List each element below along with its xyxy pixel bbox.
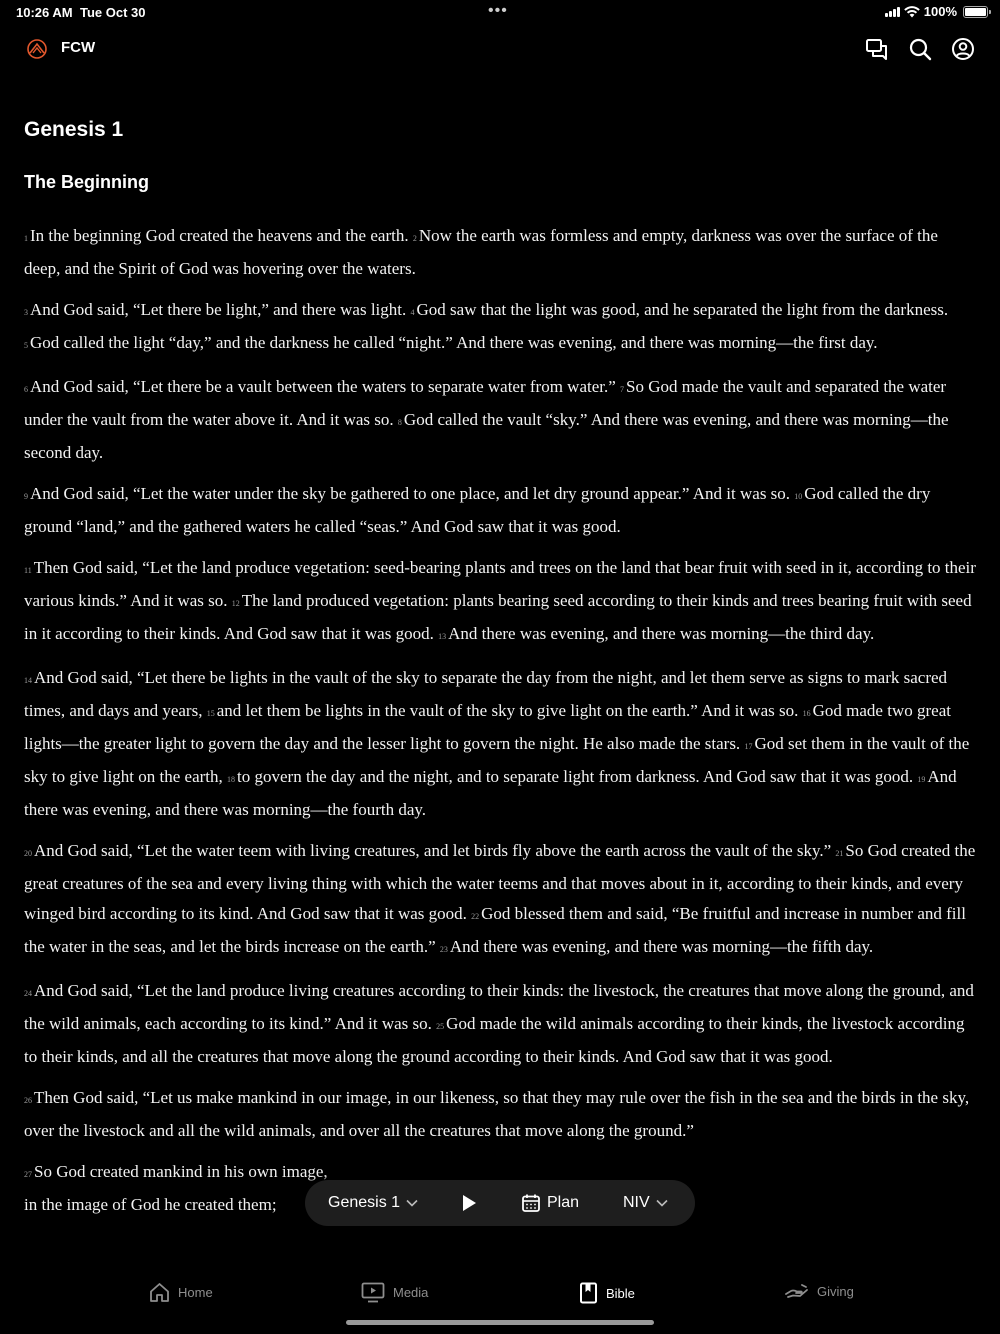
verse-text[interactable]: And God said, “Let there be light,” and there was light.	[30, 300, 407, 319]
verse-text[interactable]: And God said, “Let there be lights in the vault of the sky to separate the day from the night, and let them serve as signs to mark sacred times, and days and years,	[24, 668, 948, 720]
verse-number[interactable]: 21	[835, 849, 844, 858]
verse-number[interactable]: 24	[24, 989, 32, 998]
verse-text[interactable]: God set them in the vault of the sky to give light on the earth,	[24, 734, 970, 786]
verse-text[interactable]: God called the vault “sky.” And there was evening, and there was morning—the second day.	[24, 410, 949, 462]
verse-number[interactable]: 18	[227, 775, 236, 784]
verse-text[interactable]: God called the light “day,” and the darkness he called “night.” And there was evening, and there was morning—the first day.	[30, 333, 878, 352]
verse-number[interactable]: 1	[24, 234, 28, 243]
verse-text[interactable]: in the image of God he created them;	[24, 1195, 277, 1214]
verse-number[interactable]: 14	[24, 676, 32, 685]
multitasking-dots[interactable]: •••	[488, 2, 508, 19]
verse-number[interactable]: 23	[439, 945, 448, 954]
tab-giving-label: Giving	[817, 1283, 854, 1299]
verse-number[interactable]: 12	[231, 599, 240, 608]
tab-bible-label: Bible	[606, 1285, 635, 1301]
verse-number[interactable]: 10	[794, 492, 803, 501]
verse-number[interactable]: 16	[802, 709, 811, 718]
user-circle-icon	[951, 37, 975, 61]
verse-text[interactable]: Now the earth was formless and empty, darkness was over the surface of the deep, and the Spirit of God was hovering over the waters.	[24, 226, 938, 278]
scripture-paragraph	[24, 663, 976, 825]
verse-text[interactable]: In the beginning God created the heavens and the earth.	[30, 226, 409, 245]
verse-text[interactable]: And God said, “Let the water under the sky be gathered to one place, and let dry ground appear.” And it was so.	[30, 484, 791, 503]
chat-button[interactable]	[864, 36, 890, 62]
verse-number[interactable]: 6	[24, 385, 28, 394]
tab-media-label: Media	[393, 1285, 429, 1300]
verse-number[interactable]: 22	[471, 912, 480, 921]
scripture-paragraph	[24, 479, 976, 542]
scripture-paragraph	[24, 295, 976, 361]
tab-giving[interactable]	[785, 1282, 854, 1300]
chapter-title: Genesis 1	[24, 118, 124, 141]
verse-text[interactable]: The land produced vegetation: plants bearing seed according to their kinds and trees bearing fruit with seed in it according to their kinds. And God saw that it was good.	[24, 591, 972, 643]
app-header	[0, 28, 1000, 68]
verse-text[interactable]: God called the dry ground “land,” and the gathered waters he called “seas.” And God saw that it was good.	[24, 484, 931, 536]
chapter-selector[interactable]	[328, 1180, 418, 1226]
chevron-down-icon	[656, 1199, 668, 1207]
verse-number[interactable]: 20	[24, 849, 32, 858]
verse-number[interactable]: 8	[397, 418, 402, 427]
status-date: Tue Oct 30	[80, 5, 146, 20]
verse-text[interactable]: God saw that the light was good, and he separated the light from the darkness.	[416, 300, 949, 319]
home-icon	[149, 1282, 170, 1303]
home-indicator[interactable]	[346, 1320, 654, 1325]
verse-text[interactable]: So God made the vault and separated the water under the vault from the water above it. And it was so.	[24, 377, 947, 429]
tab-bar	[0, 1272, 1000, 1322]
chat-bubbles-icon	[865, 38, 889, 60]
verse-text[interactable]: And God said, “Let the water teem with living creatures, and let birds fly above the earth across the vault of the sky.”	[34, 841, 832, 860]
verse-number[interactable]: 4	[410, 308, 415, 317]
reader-control-bar	[305, 1180, 695, 1226]
verse-text[interactable]: God blessed them and said, “Be fruitful and increase in number and fill the water in the seas, and let the birds increase on the earth.”	[24, 904, 966, 956]
verse-text[interactable]: So God created mankind in his own image,	[34, 1162, 328, 1181]
plan-button[interactable]	[521, 1180, 579, 1226]
verse-number[interactable]: 17	[744, 742, 753, 751]
status-indicators	[885, 4, 988, 19]
verse-number[interactable]: 26	[24, 1096, 32, 1105]
calendar-icon	[521, 1193, 541, 1213]
cellular-signal-icon	[885, 7, 900, 17]
verse-text[interactable]: to govern the day and the night, and to separate light from darkness. And God saw that it was good.	[237, 767, 914, 786]
verse-number[interactable]: 13	[438, 632, 447, 641]
version-label: NIV	[623, 1194, 650, 1211]
verse-text[interactable]: And there was evening, and there was morning—the fifth day.	[449, 937, 874, 956]
bookmark-book-icon	[579, 1282, 598, 1304]
profile-button[interactable]	[950, 36, 976, 62]
search-button[interactable]	[907, 36, 933, 62]
verse-text[interactable]: Then God said, “Let the land produce vegetation: seed-bearing plants and trees on the land that bear fruit with seed in it, according to their various kinds.” And it was so.	[24, 558, 976, 610]
verse-number[interactable]: 2	[412, 234, 417, 243]
play-icon	[461, 1194, 477, 1212]
status-time: 10:26 AM	[16, 5, 73, 20]
tv-play-icon	[361, 1282, 385, 1303]
version-selector[interactable]	[623, 1180, 668, 1226]
verse-text[interactable]: And there was evening, and there was morning—the fourth day.	[24, 767, 957, 819]
scripture-paragraph	[24, 372, 976, 468]
verse-text[interactable]: Then God said, “Let us make mankind in our image, in our likeness, so that they may rule over the fish in the sea and the birds in the sky, over the livestock and all the wild animals, and over all the creatures that move along the ground.”	[24, 1088, 970, 1140]
verse-number[interactable]: 3	[24, 308, 28, 317]
verse-number[interactable]: 19	[917, 775, 926, 784]
verse-number[interactable]: 9	[24, 492, 28, 501]
verse-number[interactable]: 11	[24, 566, 32, 575]
tab-home-label: Home	[178, 1285, 213, 1300]
giving-hand-icon	[785, 1282, 809, 1300]
verse-text[interactable]: God made the wild animals according to their kinds, the livestock according to their kinds, and all the creatures that move along the ground according to their kinds. And God saw that it was good.	[24, 1014, 965, 1066]
scripture-text	[24, 221, 976, 1220]
search-icon	[908, 37, 932, 61]
verse-number[interactable]: 27	[24, 1170, 32, 1179]
verse-number[interactable]: 25	[436, 1022, 445, 1031]
app-name: FCW	[61, 39, 96, 56]
battery-percent: 100%	[923, 4, 957, 19]
tab-media[interactable]	[361, 1282, 428, 1303]
play-audio-button[interactable]	[461, 1180, 477, 1226]
scripture-paragraph	[24, 221, 976, 284]
tab-bible[interactable]	[579, 1282, 635, 1304]
scripture-paragraph	[24, 553, 976, 652]
status-bar	[0, 0, 1000, 24]
plan-label: Plan	[547, 1194, 580, 1211]
bible-reader	[24, 110, 976, 1272]
verse-text[interactable]: and let them be lights in the vault of the sky to give light on the earth.” And it was so.	[216, 701, 799, 720]
scripture-paragraph	[24, 976, 976, 1072]
section-heading: The Beginning	[24, 172, 149, 192]
battery-icon	[963, 6, 988, 18]
church-logo-icon[interactable]	[26, 38, 48, 60]
verse-text[interactable]: God made two great lights—the greater light to govern the day and the lesser light to govern the night. He also made the stars.	[24, 701, 951, 753]
verse-text[interactable]: And God said, “Let there be a vault between the waters to separate water from water.”	[30, 377, 616, 396]
verse-text[interactable]: And God said, “Let the land produce living creatures according to their kinds: the livestock, the creatures that move along the ground, and the wild animals, each according to its kind.” And it was so.	[24, 981, 974, 1033]
verse-number[interactable]: 5	[24, 341, 28, 350]
scripture-paragraph	[24, 1083, 976, 1146]
chapter-selector-label: Genesis 1	[328, 1194, 401, 1211]
chevron-down-icon	[406, 1199, 418, 1207]
tab-home[interactable]	[149, 1282, 213, 1303]
wifi-icon	[904, 6, 920, 18]
verse-text[interactable]: And there was evening, and there was morning—the third day.	[448, 624, 875, 643]
verse-text[interactable]: So God created the great creatures of the sea and every living thing with which the water teems and that moves about in it, according to their kinds, and every winged bird according to its kind. And God saw that it was good.	[24, 841, 976, 923]
verse-number[interactable]: 15	[206, 709, 215, 718]
scripture-paragraph	[24, 836, 976, 965]
verse-number[interactable]: 7	[620, 385, 625, 394]
